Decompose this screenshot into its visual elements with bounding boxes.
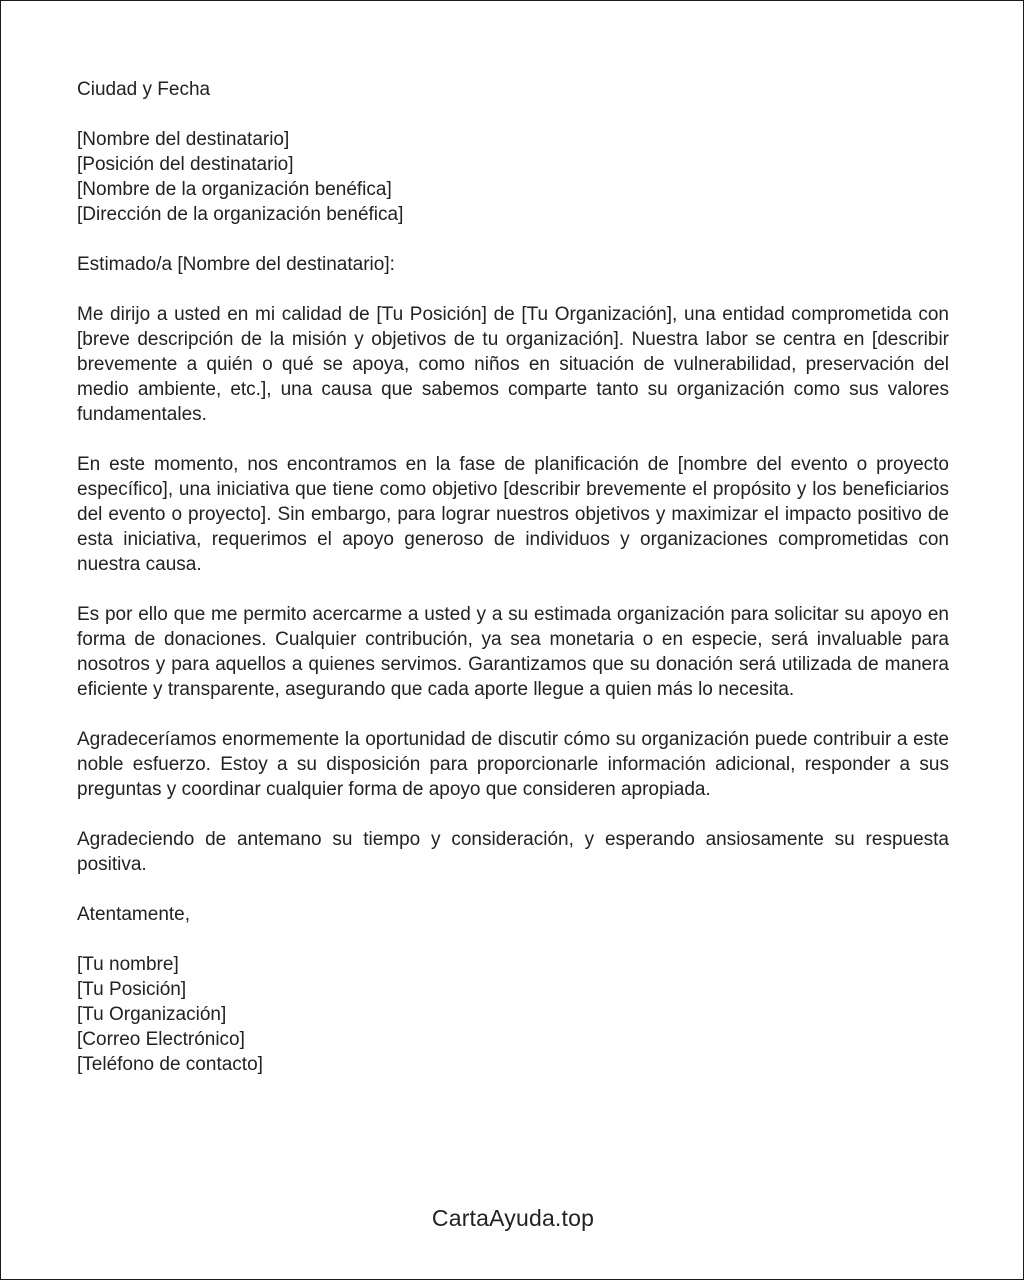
- signature-block: [77, 952, 949, 1077]
- closing: Atentamente,: [77, 904, 191, 925]
- spacer: [77, 702, 949, 727]
- paragraph-project: En este momento, nos encontramos en la fase de planificación de [nombre del evento o proyecto específico], una iniciativa que tiene como objetivo [describir brevemente el propósito y los beneficiarios del evento o proyecto]. Sin embargo, para lograr nuestros objetivos y maximizar el impacto positivo de esta iniciativa, requerimos el apoyo generoso de individuos y organizaciones comprometidas con nuestra causa.: [77, 454, 949, 575]
- letter-body: [77, 77, 949, 1077]
- spacer: [77, 427, 949, 452]
- recipient-position: [Posición del destinatario]: [77, 154, 294, 175]
- spacer: [77, 577, 949, 602]
- recipient-address: [Dirección de la organización benéfica]: [77, 204, 404, 225]
- recipient-name: [Nombre del destinatario]: [77, 129, 290, 150]
- spacer: [77, 102, 949, 127]
- spacer: [77, 227, 949, 252]
- signature-position: [Tu Posición]: [77, 979, 187, 1000]
- place-date: Ciudad y Fecha: [77, 79, 211, 100]
- spacer: [77, 927, 949, 952]
- signature-email: [Correo Electrónico]: [77, 1029, 245, 1050]
- spacer: [77, 877, 949, 902]
- paragraph-discussion: Agradeceríamos enormemente la oportunidad de discutir cómo su organización puede contribuir a este noble esfuerzo. Estoy a su disposición para proporcionarle información adicional, responder a sus preguntas y coordinar cualquier forma de apoyo que consideren apropiada.: [77, 729, 949, 800]
- recipient-organization: [Nombre de la organización benéfica]: [77, 179, 392, 200]
- paragraph-thanks: Agradeciendo de antemano su tiempo y consideración, y esperando ansiosamente su respuesta positiva.: [77, 829, 949, 875]
- recipient-block: [77, 127, 949, 227]
- signature-phone: [Teléfono de contacto]: [77, 1054, 263, 1075]
- paragraph-introduction: Me dirijo a usted en mi calidad de [Tu Posición] de [Tu Organización], una entidad comprometida con [breve descripción de la misión y objetivos de tu organización]. Nuestra labor se centra en [describir brevemente a quién o qué se apoya, como niños en situación de vulnerabilidad, preservación del medio ambiente, etc.], una causa que sabemos comparte tanto su organización como sus valores fundamentales.: [77, 304, 949, 425]
- spacer: [77, 277, 949, 302]
- footer-site-name: CartaAyuda.top: [431, 1205, 595, 1231]
- signature-organization: [Tu Organización]: [77, 1004, 227, 1025]
- signature-name: [Tu nombre]: [77, 954, 179, 975]
- spacer: [77, 802, 949, 827]
- salutation: Estimado/a [Nombre del destinatario]:: [77, 254, 395, 275]
- paragraph-request: Es por ello que me permito acercarme a usted y a su estimada organización para solicitar su apoyo en forma de donaciones. Cualquier contribución, ya sea monetaria o en especie, será invaluable para nosotros y para aquellos a quienes servimos. Garantizamos que su donación será utilizada de manera eficiente y transparente, asegurando que cada aporte llegue a quien más lo necesita.: [77, 604, 949, 700]
